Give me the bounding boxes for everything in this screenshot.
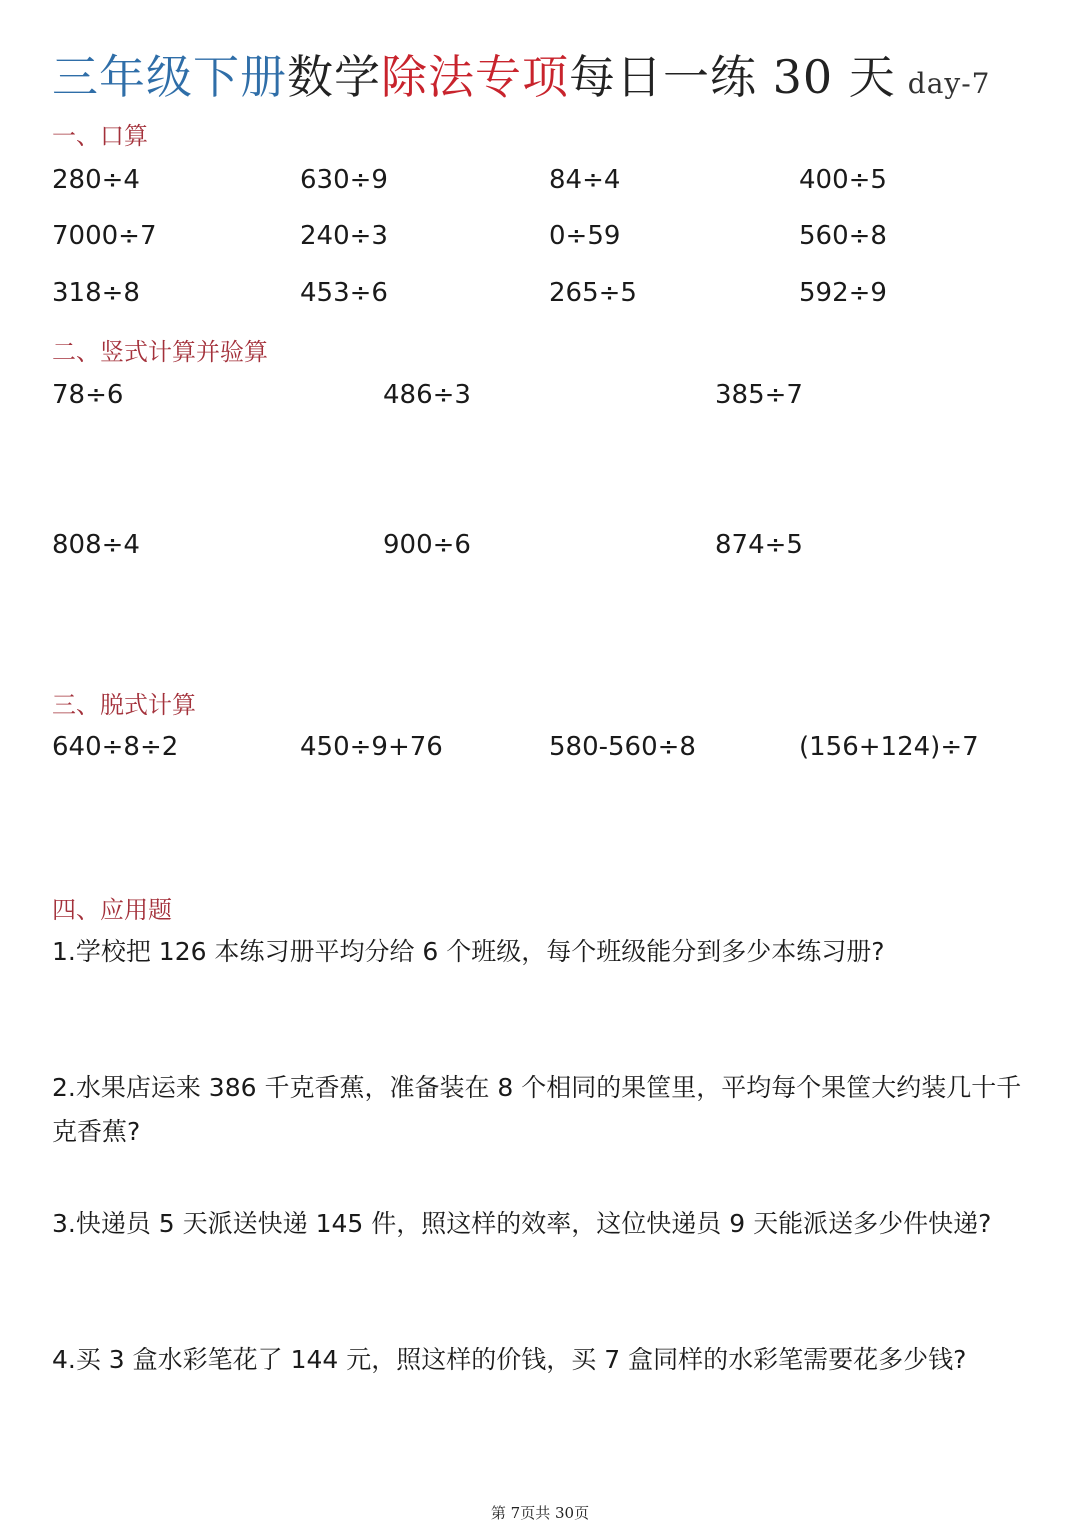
vertical-calc-problem: 808÷4 [52, 530, 140, 560]
mental-math-problem: 84÷4 [549, 165, 621, 195]
mental-math-problem: 400÷5 [799, 165, 887, 195]
vertical-calc-problem: 874÷5 [715, 530, 803, 560]
vertical-calc-problem: 900÷6 [383, 530, 471, 560]
mental-math-problem: 630÷9 [300, 165, 388, 195]
mental-math-problem: 592÷9 [799, 278, 887, 308]
mental-math-problem: 453÷6 [300, 278, 388, 308]
title-grade: 三年级下册 [52, 50, 287, 104]
page-number-footer: 第 7页共 30页 [490, 1504, 590, 1522]
mental-math-problem: 240÷3 [300, 221, 388, 251]
section-heading-step-calc: 三、脱式计算 [52, 691, 196, 719]
mental-math-problem: 280÷4 [52, 165, 140, 195]
mental-math-problem: 7000÷7 [52, 221, 157, 251]
mental-math-problem: 560÷8 [799, 221, 887, 251]
mental-math-problem: 0÷59 [549, 221, 621, 251]
word-problem: 2.水果店运来 386 千克香蕉，准备装在 8 个相同的果筐里，平均每个果筐大约装几十千克香蕉? [52, 1073, 1022, 1146]
step-calc-problem: 640÷8÷2 [52, 732, 179, 762]
vertical-calc-problem: 385÷7 [715, 380, 803, 410]
step-calc-problem: 450÷9+76 [300, 732, 443, 762]
title-topic: 除法专项 [381, 50, 569, 104]
section-heading-word-problems: 四、应用题 [52, 896, 172, 924]
section-heading-mental-math: 一、口算 [52, 122, 148, 150]
step-calc-problem: (156+124)÷7 [799, 732, 979, 762]
title-day: day-7 [907, 67, 991, 100]
section-heading-vertical-calc: 二、竖式计算并验算 [52, 338, 268, 366]
vertical-calc-problem: 486÷3 [383, 380, 471, 410]
page-title [52, 44, 1052, 117]
vertical-calc-problem: 78÷6 [52, 380, 124, 410]
title-subject: 数学 [287, 50, 381, 104]
mental-math-problem: 265÷5 [549, 278, 637, 308]
title-daily: 每日一练 30 天 [569, 50, 896, 104]
word-problem: 3.快递员 5 天派送快递 145 件，照这样的效率，这位快递员 9 天能派送多少件快递? [52, 1209, 992, 1238]
word-problem: 4.买 3 盒水彩笔花了 144 元，照这样的价钱，买 7 盒同样的水彩笔需要花多少钱? [52, 1345, 967, 1374]
word-problem: 1.学校把 126 本练习册平均分给 6 个班级，每个班级能分到多少本练习册? [52, 937, 885, 966]
mental-math-problem: 318÷8 [52, 278, 140, 308]
step-calc-problem: 580-560÷8 [549, 732, 696, 762]
